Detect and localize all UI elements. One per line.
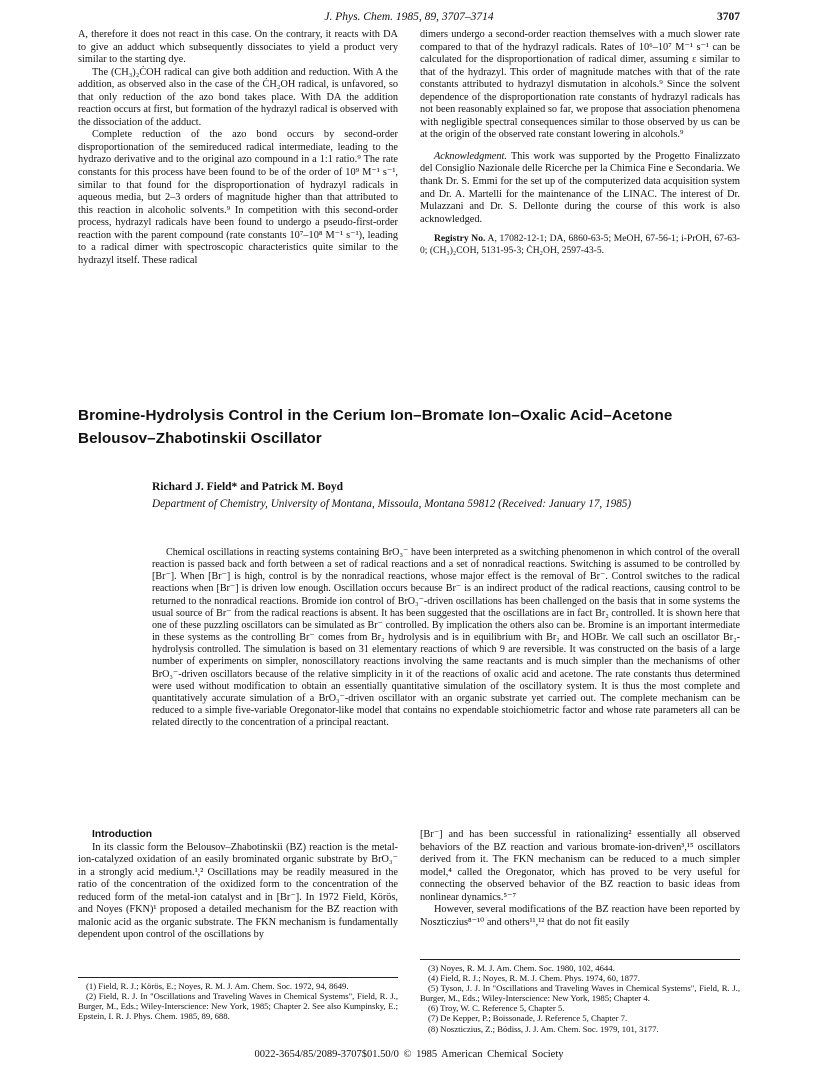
journal-citation: J. Phys. Chem. 1985, 89, 3707–3714 (324, 11, 494, 23)
footnote: (1) Field, R. J.; Körös, E.; Noyes, R. M. J. Am. Chem. Soc. 1972, 94, 8649. (86, 981, 349, 991)
acknowledgment (420, 151, 740, 226)
acknowledgment-text: This work was supported by the Progetto Finalizzato del Consiglio Nazionale delle Ricerche per la Chimica Fine e Secondaria. We thank Dr. S. Emmi for the set up of the computerized data acquisition system and Dr. A. Martelli for the maintenance of the LINAC. The interest of Dr. Mulazzani and Dr. S. Dellonte during the course of this work is also acknowledged. (420, 150, 740, 225)
footnote: (4) Field, R. J.; Noyes, R. M. J. Chem. Phys. 1974, 60, 1877. (428, 973, 640, 984)
acknowledgment-label: Acknowledgment. (434, 150, 507, 162)
footnote: (8) Noszticzius, Z.; Bódiss, J. J. Am. Chem. Soc. 1979, 101, 3177. (428, 1023, 659, 1034)
footnotes-left (78, 981, 398, 1021)
footnote: (3) Noyes, R. M. J. Am. Chem. Soc. 1980, 102, 4644. (428, 963, 615, 973)
paragraph: [Br⁻] and has been successful in rationalizing² essentially all observed behaviors of the BZ reaction and various bromate-ion-driven³,¹⁵ oscillators derived from it. The FKN mechanism can be reduced to a much simpler model,⁴ called the Oregonator, which has proved to be very useful for connecting the observed behavior of the BZ reaction to basic ideas from nonlinear dynamics.⁵⁻⁷ (420, 829, 740, 903)
registry-label: Registry No. (434, 233, 486, 245)
paragraph: Complete reduction of the azo bond occurs by second-order disproportionation of the semireduced radical intermediate, leading to the hydrazo derivative and to the original azo compound in a 1:1 ratio.⁹ The rate constants for this process have been found to be of the order of 10⁹ M⁻¹ s⁻¹, similar to that found for the disproportionation of hydrazyl radicals in aqueous media, but 2–3 orders of magnitude higher than that attributed to this reaction in alcoholic solvents.⁹ In competition with this second-order process, hydrazyl radicals have been found to undergo a pseudo-first-order reaction with the parent compound (rate constants 10⁷–10⁸ M⁻¹ s⁻¹), leading to a radical dimer with spectroscopic characteristics quite similar to the hydrazyl itself. These radical (78, 129, 398, 266)
paragraph: In its classic form the Belousov–Zhabotinskii (BZ) reaction is the metal-ion-catalyzed oxidation of an easily brominated organic substrate by BrO₃⁻ in a strongly acid medium.¹,² Oscillations may be readily measured in the ratio of the concentration of the oxidized form to the concentration of the reduced form of the metal-ion catalyst and in [Br⁻]. In 1972 Field, Körös, and Noyes (FKN)¹ proposed a detailed mechanism for the BZ reaction with malonic acid as the organic substrate. The FKN mechanism is fundamentally dependent upon control of the oscillations by (78, 841, 398, 941)
abstract-text: Chemical oscillations in reacting systems containing BrO₃⁻ have been interpreted as a switching phenomenon in which control of the overall reaction is passed back and forth between a set of radical reactions and a set of nonradical reactions. Switching is assumed to be controlled by [Br⁻]. When [Br⁻] is high, control is by the nonradical reactions, whose major effect is the removal of Br⁻. Control switches to the radical reactions when [Br⁻] is driven low enough. Oscillation occurs because Br⁻ is an indirect product of the radical reactions, causing control to be returned to the nonradical reactions. Bromide ion control of BrO₃⁻-driven oscillations has been challenged on the basis that in some systems the usual source of Br⁻ from the radical reactions is absent. It has been suggested that the oscillations are in fact Br₂ controlled. It is shown here that one of these puzzling oscillators can be simulated as Br⁻ controlled. By implication the others also can be. Bromine is an important intermediate in these systems as the controlling Br⁻ comes from Br₂ hydrolysis and is in equilibrium with Br₂ and HOBr. We call such an oscillator Br₂-hydrolysis controlled. The simulation is based on 31 elementary reactions of which 9 are reversible. It was constructed on the basis of a large number of experiments on simpler, nonoscillatory reactions involving the same reactants and is much simpler than the mechanisms of other BrO₃⁻-driven oscillators because of the relative simplicity in it of the reactions of oxalic acid and acetone. The rate constants thus determined were used without modification to obtain an essentially quantitative simulation of the oscillatory system. It is thus the most complete and quantitatively accurate simulation of a BrO₃⁻-driven oscillator with an organic substrate yet carried out. The complete mechanism can be reduced to a simple five-variable Oregonator-like model that contains no expendable stoichiometric factor and whose rate parameters all can be related directly to the concentration of a principal reactant. (152, 547, 740, 729)
article-title: Bromine-Hydrolysis Control in the Cerium Ion–Bromate Ion–Oxalic Acid–Acetone Belousov–Zhabotinskii Oscillator (78, 407, 673, 447)
registry-text: A, 17082-12-1; DA, 6860-63-5; MeOH, 67-56-1; i-PrOH, 67-63-0; (CH₃)₂COH, 5131-95-3; ĊH₂OH, 2597-43-5. (420, 233, 741, 257)
paragraph: The (CH₃)₂ĊOH radical can give both addition and reduction. With A the addition, as observed also in the case of the ĊH₂OH radical, is unfavored, so that only reduction of the azo bond takes place. With DA the addition reaction occurs at first, but formation of the hydrazyl radical is observed with the dissociation of the adduct. (78, 66, 398, 128)
intro-column-left (78, 829, 398, 942)
paragraph: However, several modifications of the BZ reaction have been reported by Noszticzius⁸⁻¹⁰ and others¹¹,¹² that do not fit easily (420, 904, 740, 928)
footnote: (5) Tyson, J. J. In "Oscillations and Traveling Waves in Chemical Systems", Field, R. J., Burger, M., Eds.; Wiley-Interscience: New York, 1985; Chapter 4. (420, 983, 740, 1004)
footnote: (2) Field, R. J. In "Oscillations and Traveling Waves in Chemical Systems", Field, R. J., Burger, M., Eds.; Wiley-Interscience: New York, 1985; Chapter 2. See also Kumpinsky, E.; Epstein, I. R. J. Phys. Chem. 1985, 89, 688. (78, 991, 398, 1022)
paragraph: dimers undergo a second-order reaction themselves with a much slower rate compared to that of the hydrazyl radicals. Rates of 10⁶–10⁷ M⁻¹ s⁻¹ can be calculated for the disproportionation of radical dimer, assuming ε similar to that of the hydrazyl. This order of magnitude matches with that of the rate constants attributed to hydrazyl dismutation in alcohols.⁹ Since the solvent dependence of the disproportionation rate constants of hydrazyl radicals has not been reasonably explained so far, we propose that association phenomena with negligible spectral consequences similar to those observed by us can be at the origin of the observed rate constant lowering in alcohols.⁹ (420, 29, 740, 141)
abstract (152, 547, 740, 729)
registry-numbers (420, 233, 740, 257)
article-affiliation: Department of Chemistry, University of Montana, Missoula, Montana 59812 (Received: January 17, 1985) (152, 498, 632, 510)
article-authors: Richard J. Field* and Patrick M. Boyd (152, 481, 344, 493)
section-heading-introduction: Introduction (92, 829, 153, 840)
footnote: (7) De Kepper, P.; Boissonade, J. Reference 5, Chapter 7. (428, 1013, 628, 1024)
prev-article-column-right (420, 29, 740, 257)
paragraph: A, therefore it does not react in this case. On the contrary, it reacts with DA to give an adduct which subsequently dissociates to yield a product very similar to the starting dye. (78, 29, 398, 66)
running-header (78, 11, 740, 27)
page-number: 3707 (717, 11, 740, 23)
page-footer: 0022-3654/85/2089-3707$01.50/0 © 1985 American Chemical Society (254, 1049, 564, 1060)
footnote-rule-left (78, 977, 398, 978)
footnote: (6) Troy, W. C. Reference 5, Chapter 5. (428, 1003, 565, 1014)
footnote-rule-right (420, 959, 740, 960)
footnotes-right (420, 963, 740, 1034)
prev-article-column-left (78, 29, 398, 267)
intro-column-right (420, 829, 740, 929)
